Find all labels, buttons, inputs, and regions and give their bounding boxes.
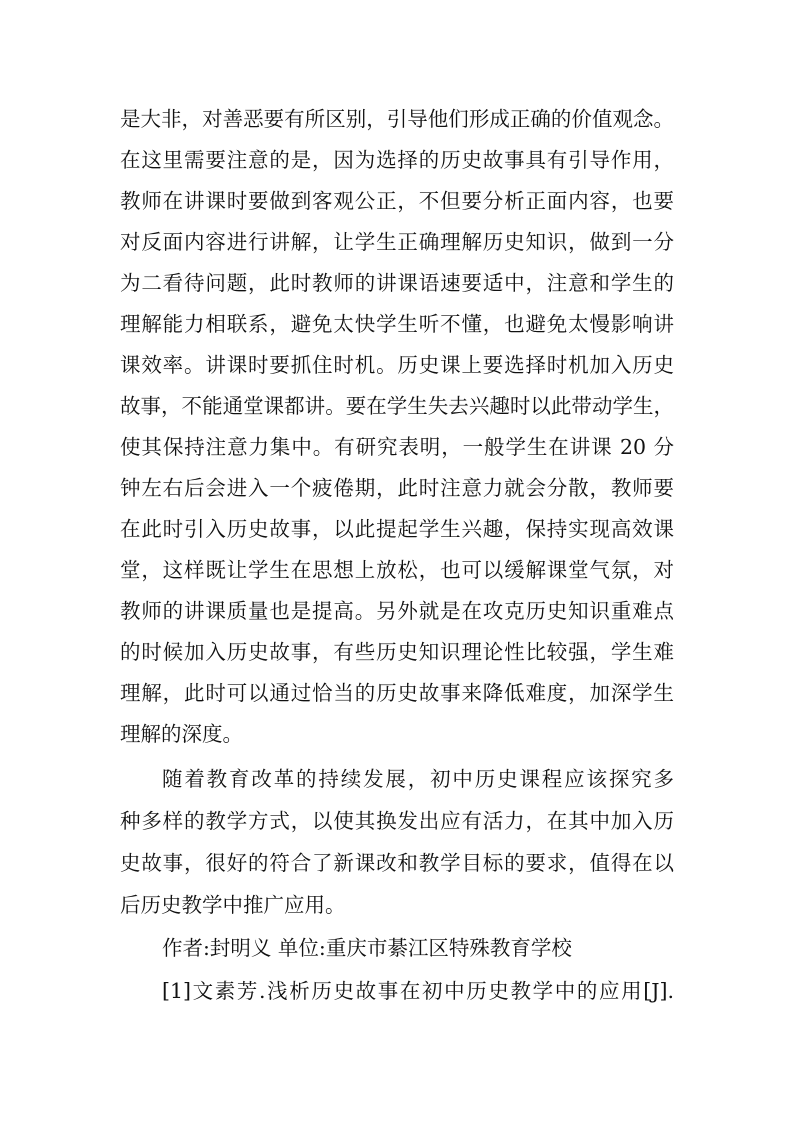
paragraph-line: 教师在讲课时要做到客观公正，不但要分析正面内容，也要 (120, 189, 674, 213)
paragraph-line: 使其保持注意力集中。有研究表明，一般学生在讲课 20 分 (120, 435, 674, 459)
paragraph-line: 的时候加入历史故事，有些历史知识理论性比较强，学生难 (120, 640, 674, 664)
paragraph-line: 理解能力相联系，避免太快学生听不懂，也避免太慢影响讲 (120, 312, 674, 336)
paragraph-line: 课效率。讲课时要抓住时机。历史课上要选择时机加入历史 (120, 353, 674, 377)
paragraph-line: 随着教育改革的持续发展，初中历史课程应该探究多 (162, 767, 674, 791)
paragraph-line: 对反面内容进行讲解，让学生正确理解历史知识，做到一分 (120, 230, 674, 254)
paragraph-line: 故事，不能通堂课都讲。要在学生失去兴趣时以此带动学生， (120, 394, 674, 418)
paragraph-line: 教师的讲课质量也是提高。另外就是在攻克历史知识重难点 (120, 599, 674, 623)
paragraph-line: 理解，此时可以通过恰当的历史故事来降低难度，加深学生 (120, 681, 674, 705)
paragraph-line: 是大非，对善恶要有所区别，引导他们形成正确的价值观念。 (120, 107, 674, 131)
paragraph-line: 在这里需要注意的是，因为选择的历史故事具有引导作用， (120, 148, 674, 172)
reference-line: [1]文素芳.浅析历史故事在初中历史教学中的应用[J]. (162, 979, 674, 1003)
paragraph-line: 堂，这样既让学生在思想上放松，也可以缓解课堂气氛，对 (120, 558, 674, 582)
paragraph-line: 史故事，很好的符合了新课改和教学目标的要求，值得在以 (120, 851, 674, 875)
paragraph-line: 种多样的教学方式，以使其换发出应有活力，在其中加入历 (120, 809, 674, 833)
author-line: 作者:封明义 单位:重庆市綦江区特殊教育学校 (162, 936, 572, 960)
paragraph-line: 后历史教学中推广应用。 (120, 893, 346, 917)
paragraph-line: 钟左右后会进入一个疲倦期，此时注意力就会分散，教师要 (120, 476, 674, 500)
paragraph-line: 为二看待问题，此时教师的讲课语速要适中，注意和学生的 (120, 271, 674, 295)
paragraph-line: 理解的深度。 (120, 722, 243, 746)
paragraph-line: 在此时引入历史故事，以此提起学生兴趣，保持实现高效课 (120, 517, 674, 541)
